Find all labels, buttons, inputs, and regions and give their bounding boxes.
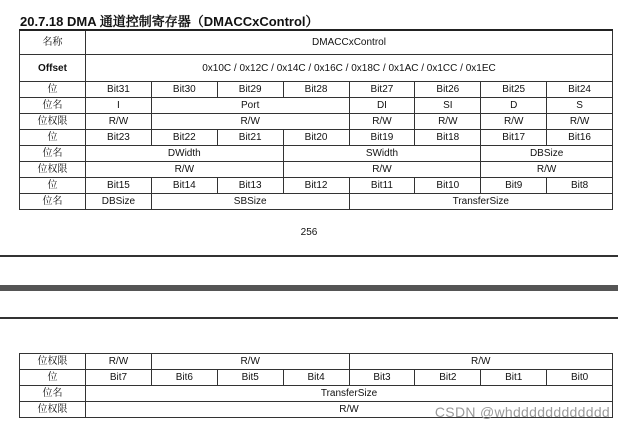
field-perm: R/W [283,162,481,178]
register-table-part1 [19,29,613,210]
bit-cell: Bit6 [151,370,217,386]
bit-cell: Bit13 [217,178,283,194]
table-row-bits [20,178,613,194]
bit-cell: Bit14 [151,178,217,194]
field-perm: R/W [349,114,415,130]
field-name: SI [415,98,481,114]
field-perm: R/W [415,114,481,130]
field-perm: R/W [481,162,613,178]
row-label: Offset [20,55,86,82]
table-row-bitname [20,146,613,162]
bit-cell: Bit11 [349,178,415,194]
table-row-perm [20,114,613,130]
page-break-band [0,285,618,291]
table-row-bits [20,130,613,146]
bit-cell: Bit3 [349,370,415,386]
row-label: 位权限 [20,114,86,130]
field-perm: R/W [349,354,613,370]
bit-cell: Bit27 [349,82,415,98]
field-name: DBSize [481,146,613,162]
table-row-bitname [20,386,613,402]
row-label: 位 [20,82,86,98]
bit-cell: Bit21 [217,130,283,146]
row-label: 位名 [20,194,86,210]
field-name: DBSize [86,194,152,210]
table-row-perm [20,354,613,370]
table-row-offset [20,55,613,82]
row-label: 位权限 [20,402,86,418]
section-title: 20.7.18 DMA 通道控制寄存器（DMACCxControl） [20,14,319,29]
field-name: DWidth [86,146,284,162]
table-row-bitname [20,194,613,210]
row-label: 位 [20,178,86,194]
bit-cell: Bit7 [86,370,152,386]
bit-cell: Bit10 [415,178,481,194]
bit-cell: Bit16 [547,130,613,146]
row-label: 位 [20,130,86,146]
bit-cell: Bit20 [283,130,349,146]
bit-cell: Bit28 [283,82,349,98]
field-name: TransferSize [86,386,613,402]
bit-cell: Bit31 [86,82,152,98]
bit-cell: Bit1 [481,370,547,386]
row-label: 位 [20,370,86,386]
field-perm: R/W [86,402,613,418]
bit-cell: Bit9 [481,178,547,194]
field-name: I [86,98,152,114]
bit-cell: Bit25 [481,82,547,98]
bit-cell: Bit2 [415,370,481,386]
row-label: 位权限 [20,354,86,370]
field-perm: R/W [86,162,284,178]
bit-cell: Bit24 [547,82,613,98]
field-name: SBSize [151,194,349,210]
table-row-bitname [20,98,613,114]
bit-cell: Bit4 [283,370,349,386]
bit-cell: Bit15 [86,178,152,194]
bit-cell: Bit22 [151,130,217,146]
field-perm: R/W [547,114,613,130]
bit-cell: Bit17 [481,130,547,146]
bit-cell: Bit23 [86,130,152,146]
field-perm: R/W [86,114,152,130]
row-label: 位名 [20,146,86,162]
bit-cell: Bit12 [283,178,349,194]
field-name: SWidth [283,146,481,162]
page-divider [0,317,618,319]
row-label: 位名 [20,386,86,402]
table-row-bits [20,82,613,98]
row-label: 位权限 [20,162,86,178]
field-name: TransferSize [349,194,613,210]
field-name: S [547,98,613,114]
bit-cell: Bit26 [415,82,481,98]
bit-cell: Bit8 [547,178,613,194]
field-perm: R/W [151,114,349,130]
register-name: DMACCxControl [86,30,613,55]
row-label: 位名 [20,98,86,114]
bit-cell: Bit0 [547,370,613,386]
field-perm: R/W [151,354,349,370]
bit-cell: Bit5 [217,370,283,386]
register-offsets: 0x10C / 0x12C / 0x14C / 0x16C / 0x18C / 0x1AC / 0x1CC / 0x1EC [86,55,613,82]
page-number: 256 [300,227,318,238]
row-label: 名称 [20,30,86,55]
table-row-bits [20,370,613,386]
field-perm: R/W [86,354,152,370]
bit-cell: Bit30 [151,82,217,98]
bit-cell: Bit18 [415,130,481,146]
page-divider [0,255,618,257]
field-name: D [481,98,547,114]
table-row-name [20,30,613,55]
field-name: Port [151,98,349,114]
watermark: CSDN @whdddddddddddd [434,404,610,420]
table-row-perm [20,162,613,178]
field-perm: R/W [481,114,547,130]
bit-cell: Bit29 [217,82,283,98]
bit-cell: Bit19 [349,130,415,146]
field-name: DI [349,98,415,114]
